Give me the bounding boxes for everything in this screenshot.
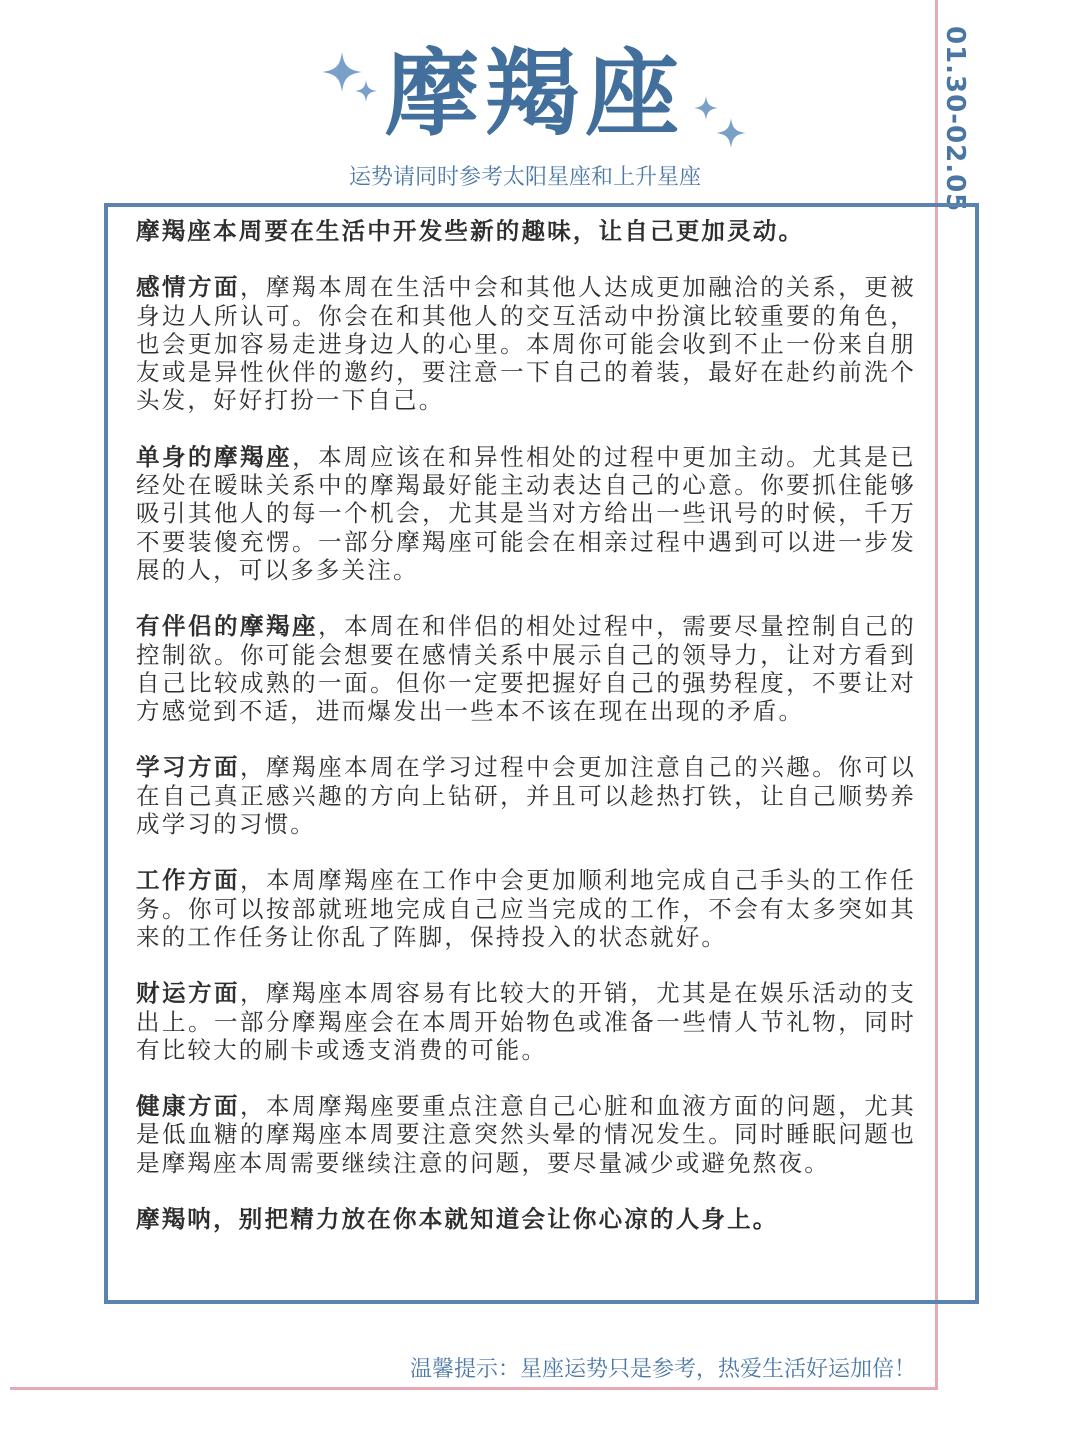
section-text: ，本周摩羯座在工作中会更加顺利地完成自己手头的工作任务。你可以按部就班地完成自己应当完成的工作，不会有太多突如其来的工作任务让你乱了阵脚，保持投入的状态就好。 — [136, 866, 916, 951]
section-text: ，本周应该在和异性相处的过程中更加主动。尤其是已经处在暧昧关系中的摩羯最好能主动表达自己的心意。你要抓住能够吸引其他人的每一个机会，尤其是当对方给出一些讯号的时候，千万不要装傻充愣。一部分摩羯座可能会在相亲过程中遇到可以进一步发展的人，可以多多关注。 — [136, 442, 916, 584]
closing-line: 摩羯呐，别把精力放在你本就知道会让你心凉的人身上。 — [136, 1205, 779, 1234]
section-text: ，本周在和伴侣的相处过程中，需要尽量控制自己的控制欲。你可能会想要在感情关系中展示自己的领导力，让对方看到自己比较成熟的一面。但你一定要把握好自己的强势程度，不要让对方感觉到不适，进而爆发出一些本不该在现在出现的矛盾。 — [136, 612, 916, 726]
section-heading: 财运方面 — [136, 979, 241, 1008]
section-paragraph — [136, 979, 916, 1064]
section-paragraph — [136, 443, 916, 584]
subtitle: 运势请同时参考太阳星座和上升星座 — [348, 165, 701, 190]
section-paragraph — [136, 612, 916, 725]
section-paragraph — [136, 866, 916, 951]
intro-line: 摩羯座本周要在生活中开发些新的趣味，让自己更加灵动。 — [136, 217, 805, 245]
section-heading: 工作方面 — [136, 866, 241, 895]
section-paragraph — [136, 1092, 916, 1177]
section-text: ，摩羯本周在生活中会和其他人达成更加融洽的关系，更被身边人所认可。你会在和其他人的交互活动中扮演比较重要的角色，也会更加容易走进身边人的心里。本周你可能会收到不止一份来自朋友或是异性伙伴的邀约，要注意一下自己的着装，最好在赴约前洗个头发，好好打扮一下自己。 — [136, 273, 916, 415]
section-paragraph — [136, 273, 916, 414]
page-title: 摩羯座 — [384, 40, 685, 149]
footer-tip: 温馨提示：星座运势只是参考，热爱生活好运加倍！ — [410, 1357, 917, 1382]
section-heading: 有伴侣的摩羯座 — [136, 612, 319, 641]
section-heading: 学习方面 — [136, 753, 241, 782]
section-heading: 单身的摩羯座 — [136, 442, 293, 471]
article-body — [136, 217, 916, 1233]
section-text: ，摩羯座本周容易有比较大的开销，尤其是在娱乐活动的支出上。一部分摩羯座会在本周开始物色或准备一些情人节礼物，同时有比较大的刷卡或透支消费的可能。 — [136, 979, 916, 1064]
section-heading: 健康方面 — [136, 1092, 241, 1121]
section-text: ，摩羯座本周在学习过程中会更加注意自己的兴趣。你可以在自己真正感兴趣的方向上钻研，并且可以趁热打铁，让自己顺势养成学习的习惯。 — [136, 753, 916, 839]
date-range: 01.30-02.05 — [940, 26, 970, 213]
section-paragraph — [136, 753, 916, 838]
pink-horizontal-rule — [10, 1387, 938, 1390]
section-heading: 感情方面 — [136, 273, 241, 302]
section-text: ，本周摩羯座要重点注意自己心脏和血液方面的问题，尤其是低血糖的摩羯座本周要注意突然头晕的情况发生。同时睡眠问题也是摩羯座本周需要继续注意的问题，要尽量减少或避免熬夜。 — [136, 1092, 916, 1177]
